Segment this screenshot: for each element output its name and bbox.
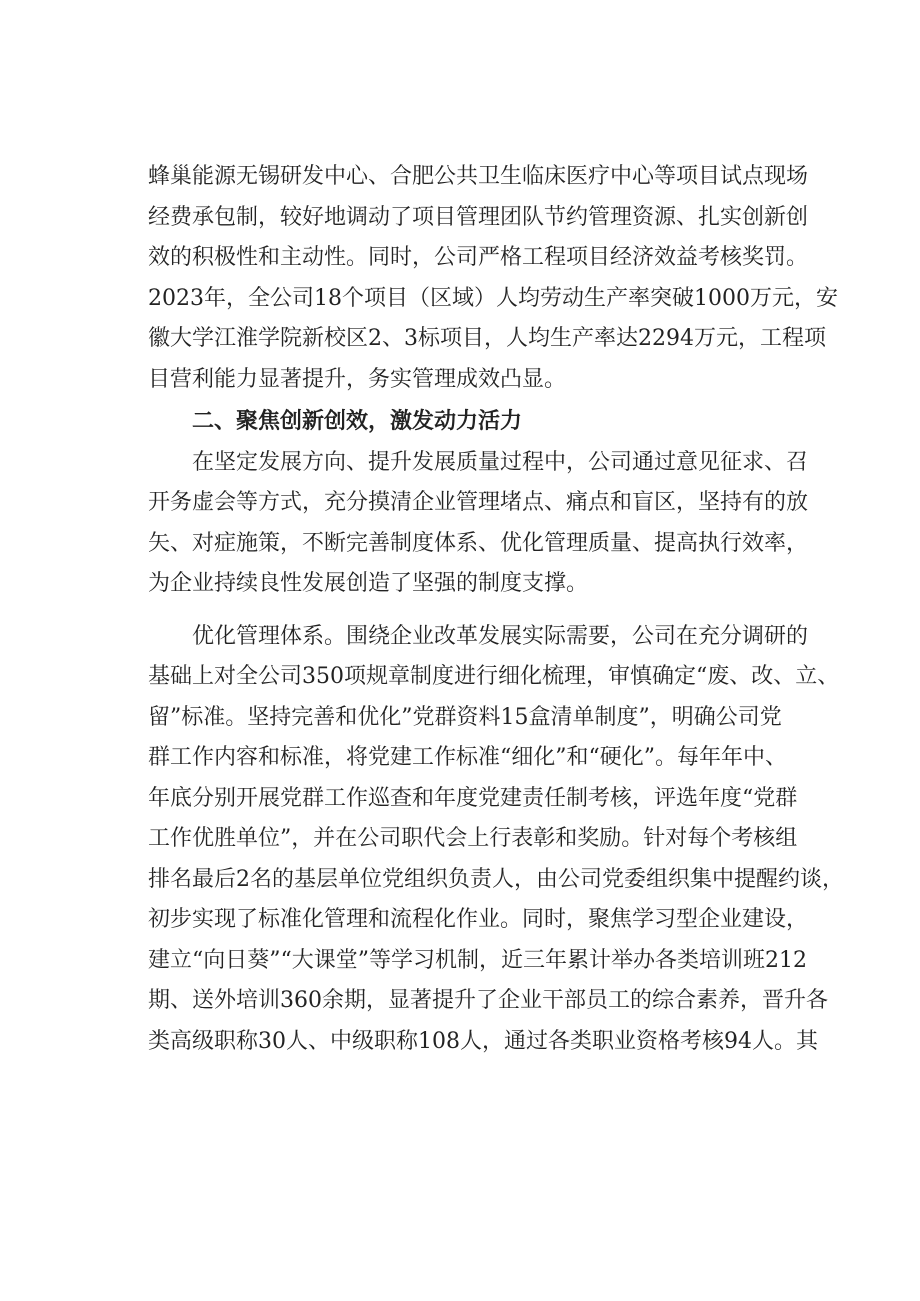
text-line: 期、送外培训360余期，显著提升了企业干部员工的综合素养，晋升各 [148,988,828,1013]
text-line: 经费承包制，较好地调动了项目管理团队节约管理资源、扎实创新创 [148,204,809,230]
text-line: 初步实现了标准化管理和流程化作业。同时，聚焦学习型企业建设， [148,907,809,932]
text-line: 徽大学江淮学院新校区2、3标项目，人均生产率达2294万元，工程项 [148,326,826,351]
paragraph-1 [148,157,838,400]
text-line: 开务虚会等方式，充分摸清企业管理堵点、痛点和盲区，坚持有的放 [148,490,809,515]
text-line: 类高级职称30人、中级职称108人，通过各类职业资格考核94人。其 [148,1028,818,1054]
text-line: 基础上对全公司350项规章制度进行细化梳理，审慎确定“废、改、立、 [148,664,840,689]
section-heading: 二、聚焦创新创效，激发动力活力 [192,409,523,434]
text-line: 建立“向日葵”“大课堂”等学习机制，近三年累计举办各类培训班212 [148,947,807,973]
paragraph-spacer [148,605,798,617]
text-line: 优化管理体系。围绕企业改革发展实际需要，公司在充分调研的 [192,623,809,649]
text-line: 为企业持续良性发展创造了坚强的制度支撑。 [148,571,589,596]
text-line: 效的积极性和主动性。同时，公司严格工程项目经济效益考核奖罚。 [148,245,809,270]
document-body [148,157,844,1062]
text-line: 目营利能力显著提升，务实管理成效凸显。 [148,366,567,392]
text-line: 年底分别开展党群工作巡查和年度党建责任制考核，评选年度“党群 [148,785,798,811]
paragraph-3 [148,617,844,1063]
text-line: 在坚定发展方向、提升发展质量过程中，公司通过意见征求、召 [192,449,809,475]
text-line: 2023年，全公司18个项目（区域）人均劳动生产率突破1000万元，安 [148,285,838,311]
text-line: 工作优胜单位”，并在公司职代会上行表彰和奖励。针对每个考核组 [148,826,798,851]
text-line: 群工作内容和标准，将党建工作标准“细化”和“硬化”。每年年中、 [148,745,787,770]
text-line: 留”标准。坚持完善和优化”党群资料15盒清单制度”，明确公司党 [148,704,782,730]
text-line: 排名最后2名的基层单位党组织负责人，由公司党委组织集中提醒约谈， [148,866,844,892]
text-line: 蜂巢能源无锡研发中心、合肥公共卫生临床医疗中心等项目试点现场 [148,164,809,189]
text-line: 矢、对症施策，不断完善制度体系、优化管理质量、提高执行效率， [148,530,809,556]
paragraph-2 [148,443,809,605]
